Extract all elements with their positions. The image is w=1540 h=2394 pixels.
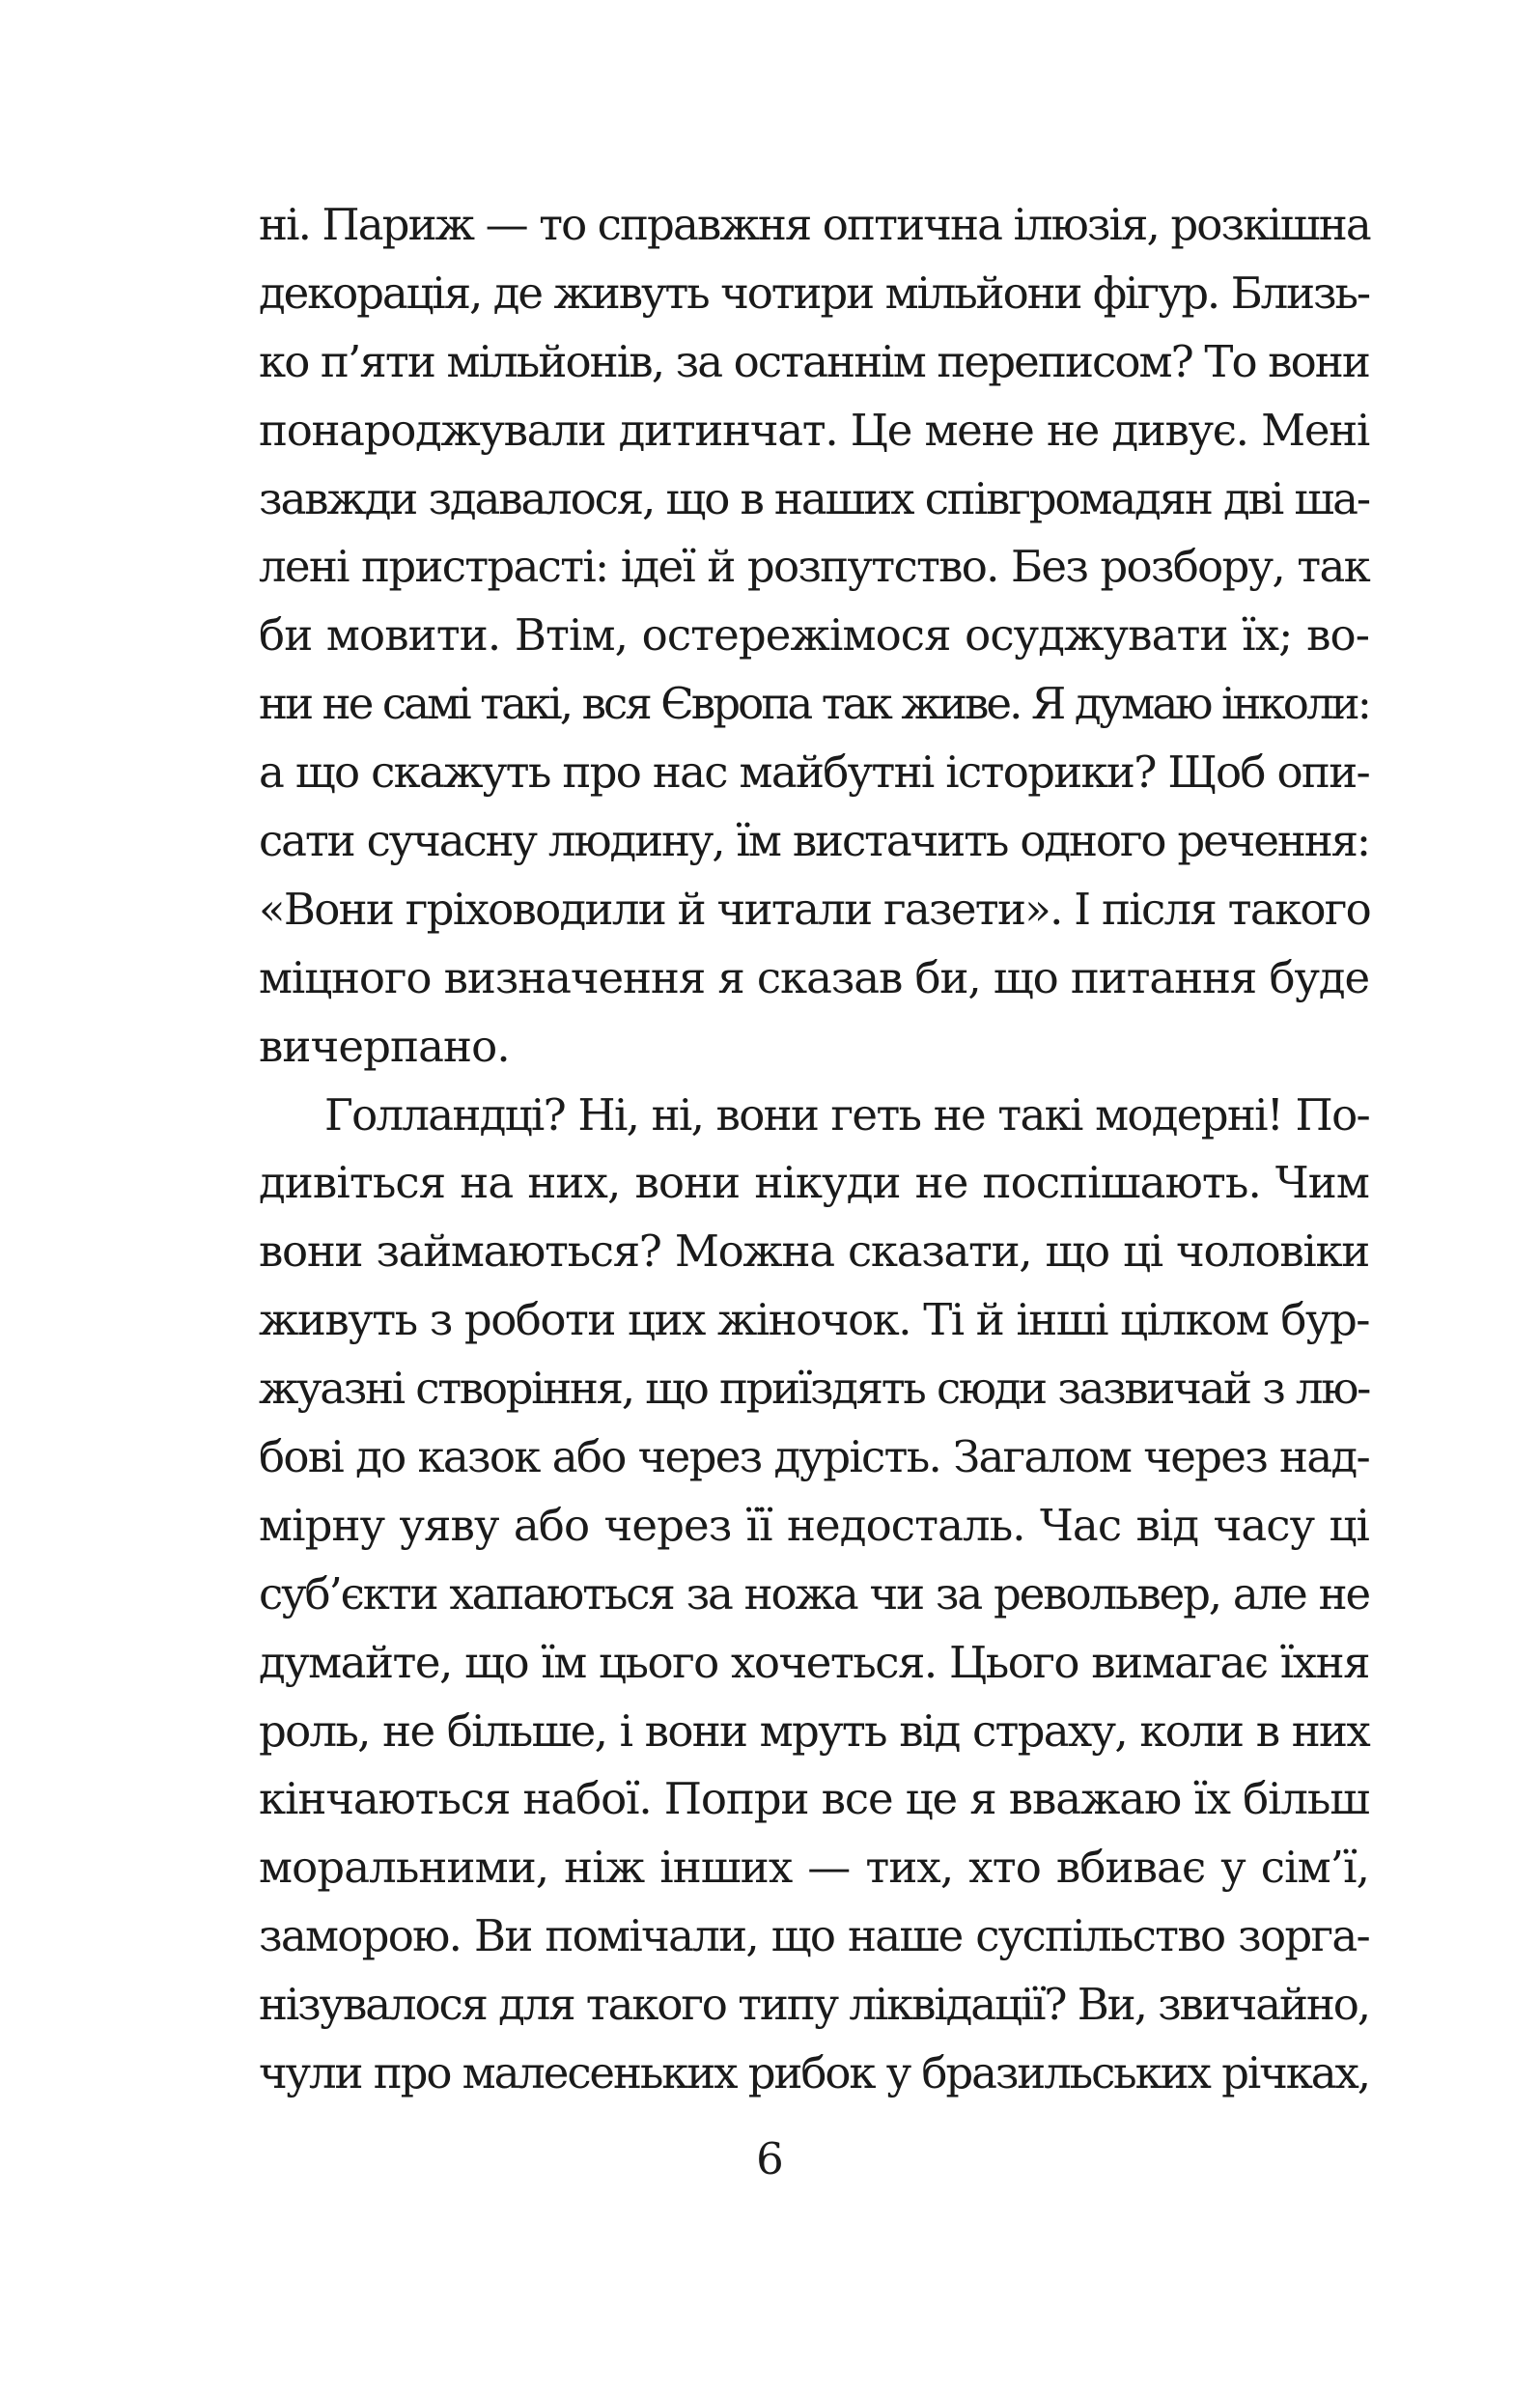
text-line: ні. Париж — то справжня оптична ілюзія, розкішна — [259, 199, 1370, 250]
text-line: вичерпано. — [259, 1020, 510, 1072]
text-line: понароджували дитинчат. Це мене не дивує. Мені — [259, 404, 1369, 456]
text-line: жуазні створіння, що приїздять сюди зазвичай з лю- — [259, 1363, 1369, 1415]
text-line: живуть з роботи цих жіночок. Ті й інші цілком бур- — [259, 1294, 1369, 1346]
text-line: ко п’яти мільйонів, за останнім переписом? То вони — [259, 335, 1369, 387]
text-line: дивіться на них, вони нікуди не поспішають. Чим — [259, 1157, 1369, 1209]
text-line: вони займаються? Можна сказати, що ці чоловіки — [259, 1225, 1369, 1278]
text-line: лені пристрасті: ідеї й розпутство. Без розбору, так — [259, 541, 1369, 593]
text-line: ни не самі такі, вся Європа так живе. Я думаю інколи: — [259, 678, 1369, 730]
paragraph — [259, 191, 1369, 1082]
text-line: декорація, де живуть чотири мільйони фігур. Близь- — [259, 267, 1369, 319]
text-line: заморою. Ви помічали, що наше суспільство зорга- — [259, 1910, 1369, 1962]
text-line: нізувалося для такого типу ліквідації? Ви, звичайно, — [259, 1979, 1369, 2031]
paragraph — [259, 1082, 1369, 2108]
text-line: а що скажуть про нас майбутні історики? Щоб опи- — [259, 746, 1369, 799]
text-line: Голландці? Ні, ні, вони геть не такі модерні! По- — [324, 1088, 1369, 1141]
text-line: суб’єкти хапаються за ножа чи за револьвер, але не — [259, 1567, 1369, 1619]
text-line: мірну уяву або через її недосталь. Час від часу ці — [259, 1499, 1369, 1551]
text-line: роль, не більше, і вони мруть від страху, коли в них — [259, 1704, 1369, 1757]
text-line: думайте, що їм цього хочеться. Цього вимагає їхня — [259, 1636, 1369, 1688]
text-line: сати сучасну людину, їм вистачить одного речення: — [259, 815, 1369, 867]
text-line: «Вони гріховодили й читали газети». І після такого — [259, 883, 1371, 935]
text-line: міцного визначення я сказав би, що питання буде — [259, 951, 1369, 1003]
text-line: завжди здавалося, що в наших співгромадян дві ша- — [259, 472, 1369, 524]
text-line: бові до казок або через дурість. Загалом через над- — [259, 1431, 1369, 1483]
text-line: би мовити. Втім, остережімося осуджувати їх; во- — [259, 609, 1369, 662]
page-number: 6 — [756, 2133, 784, 2184]
text-line: моральними, ніж інших — тих, хто вбиває у сім’ї, — [259, 1842, 1369, 1894]
body-text — [259, 191, 1369, 2108]
text-line: кінчаються набої. Попри все це я вважаю їх більш — [259, 1773, 1369, 1825]
text-line: чули про малесеньких рибок у бразильських річках, — [259, 2047, 1369, 2099]
